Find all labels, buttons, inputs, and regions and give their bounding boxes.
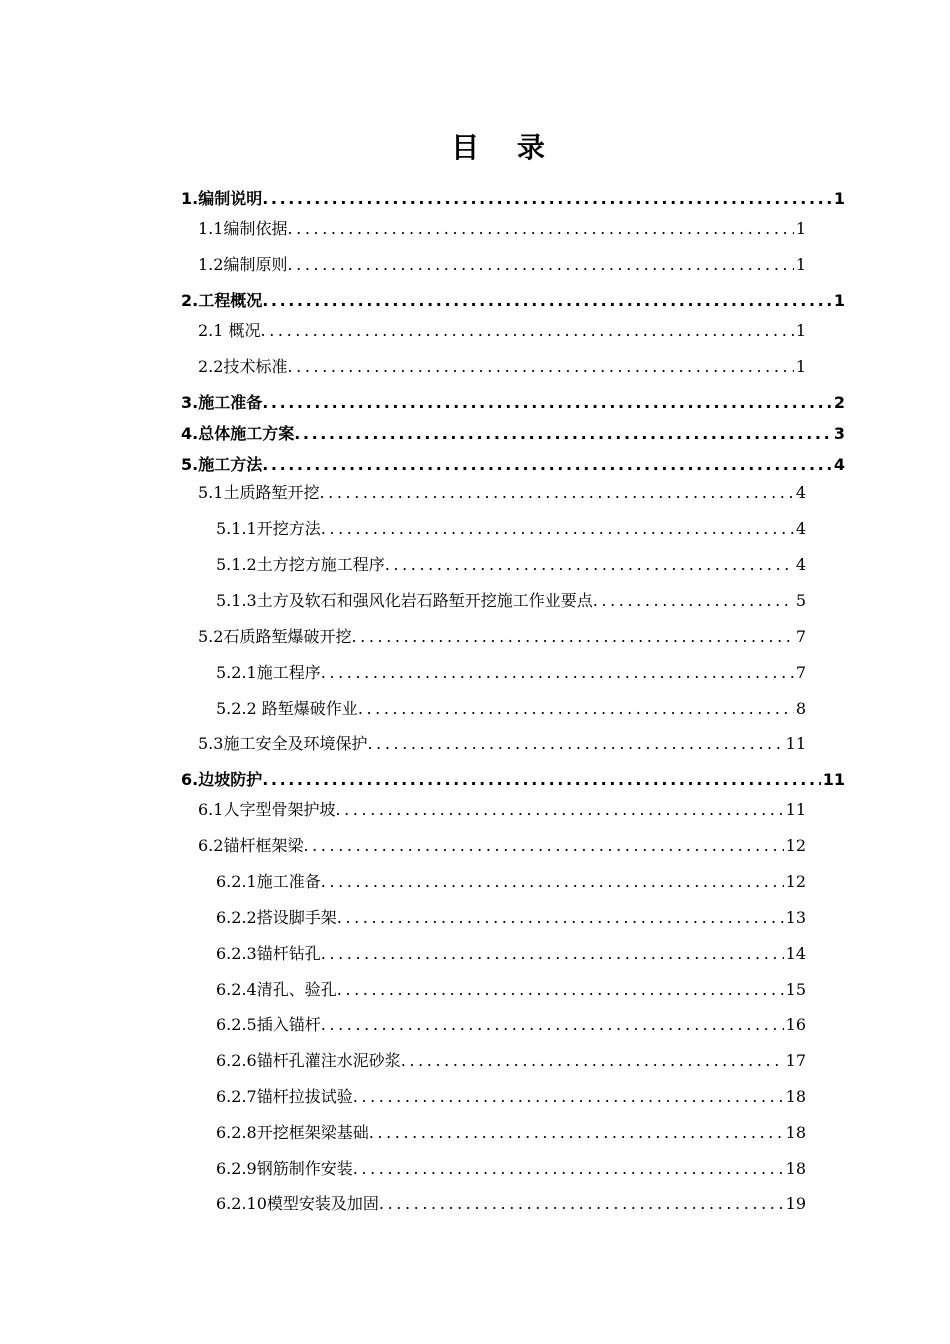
toc-leader-dots (262, 455, 832, 474)
toc-entry-label: 6.2锚杆框架梁 (198, 836, 304, 855)
toc-entry[interactable] (181, 452, 845, 474)
toc-entry[interactable] (198, 833, 806, 855)
toc-leader-dots (351, 627, 793, 646)
toc-entry[interactable] (216, 588, 806, 610)
toc-leader-dots (321, 872, 784, 891)
toc-entry-label: 6.2.7锚杆拉拔试验 (216, 1087, 353, 1106)
toc-entry-label: 6.2.10模型安装及加固 (216, 1194, 379, 1213)
toc-entry-page-number: 12 (785, 872, 806, 891)
toc-leader-dots (401, 1051, 784, 1070)
toc-entry-page-number: 2 (833, 393, 845, 412)
toc-entry-label: 5.3施工安全及环境保护 (198, 734, 368, 753)
toc-leader-dots (287, 255, 793, 274)
toc-leader-dots (593, 591, 794, 610)
toc-leader-dots (385, 555, 794, 574)
toc-entry[interactable] (198, 731, 806, 753)
toc-entry[interactable] (216, 696, 806, 718)
toc-entry-label: 6.边坡防护 (181, 770, 263, 789)
toc-entry-page-number: 8 (795, 699, 806, 718)
toc-entry-label: 5.1.1开挖方法 (216, 519, 321, 538)
toc-leader-dots (358, 699, 794, 718)
toc-leader-dots (353, 1087, 784, 1106)
toc-leader-dots (261, 321, 794, 340)
toc-entry-page-number: 5 (795, 591, 806, 610)
toc-entry-page-number: 11 (785, 734, 806, 753)
toc-leader-dots (262, 291, 832, 310)
toc-leader-dots (321, 519, 794, 538)
toc-leader-dots (335, 800, 783, 819)
toc-entry-label: 5.2石质路堑爆破开挖 (198, 627, 352, 646)
toc-entry-page-number: 1 (795, 219, 806, 238)
toc-entry[interactable] (198, 252, 806, 274)
toc-entry-page-number: 15 (785, 980, 806, 999)
toc-entry-page-number: 19 (785, 1194, 806, 1213)
toc-entry[interactable] (216, 1084, 806, 1106)
toc-entry-page-number: 1 (795, 255, 806, 274)
toc-entry[interactable] (181, 767, 845, 789)
toc-entry-page-number: 1 (833, 291, 845, 310)
toc-entry-page-number: 4 (795, 519, 806, 538)
toc-leader-dots (319, 483, 793, 502)
toc-entry-label: 1.编制说明 (181, 189, 263, 208)
toc-entry-page-number: 11 (785, 800, 806, 819)
toc-entry-label: 6.2.6锚杆孔灌注水泥砂浆 (216, 1051, 401, 1070)
toc-entry-label: 2.2技术标准 (198, 357, 288, 376)
toc-entry-page-number: 1 (833, 189, 845, 208)
toc-leader-dots (367, 734, 783, 753)
toc-leader-dots (321, 944, 784, 963)
toc-entry[interactable] (216, 552, 806, 574)
toc-leader-dots (337, 908, 784, 927)
toc-entry-label: 6.2.3锚杆钻孔 (216, 944, 321, 963)
toc-entry[interactable] (216, 869, 806, 891)
toc-leader-dots (321, 1015, 784, 1034)
toc-leader-dots (303, 836, 783, 855)
toc-entry-label: 6.2.4清孔、验孔 (216, 980, 337, 999)
toc-entry[interactable] (216, 516, 806, 538)
toc-leader-dots (287, 219, 793, 238)
toc-leader-dots (294, 424, 832, 443)
toc-leader-dots (337, 980, 784, 999)
toc-entry-page-number: 14 (785, 944, 806, 963)
toc-entry-page-number: 1 (795, 357, 806, 376)
toc-entry-page-number: 4 (833, 455, 845, 474)
toc-entry-page-number: 7 (795, 663, 806, 682)
toc-entry-label: 4.总体施工方案 (181, 424, 295, 443)
toc-entry-label: 1.1编制依据 (198, 219, 288, 238)
toc-entry-page-number: 18 (785, 1159, 806, 1178)
toc-entry[interactable] (198, 480, 806, 502)
toc-entry-page-number: 16 (785, 1015, 806, 1034)
toc-entry[interactable] (181, 421, 845, 443)
toc-entry-label: 6.1人字型骨架护坡 (198, 800, 336, 819)
toc-entry-page-number: 4 (795, 483, 806, 502)
toc-entry[interactable] (198, 354, 806, 376)
toc-entry[interactable] (198, 318, 806, 340)
toc-entry-label: 6.2.5插入锚杆 (216, 1015, 321, 1034)
toc-entry-label: 3.施工准备 (181, 393, 263, 412)
toc-entry[interactable] (198, 216, 806, 238)
toc-entry-label: 5.1.2土方挖方施工程序 (216, 555, 385, 574)
toc-entry[interactable] (181, 186, 845, 208)
toc-entry[interactable] (216, 1156, 806, 1178)
toc-entry[interactable] (181, 390, 845, 412)
toc-entry[interactable] (198, 624, 806, 646)
toc-entry-label: 2.工程概况 (181, 291, 263, 310)
toc-entry-page-number: 17 (785, 1051, 806, 1070)
toc-entry-page-number: 4 (795, 555, 806, 574)
toc-entry-label: 6.2.2搭设脚手架 (216, 908, 337, 927)
toc-entry-label: 1.2编制原则 (198, 255, 288, 274)
toc-entry-page-number: 13 (785, 908, 806, 927)
toc-leader-dots (369, 1123, 784, 1142)
toc-entry-page-number: 3 (833, 424, 845, 443)
toc-entry[interactable] (216, 941, 806, 963)
toc-entry-label: 5.1.3土方及软石和强风化岩石路堑开挖施工作业要点 (216, 591, 593, 610)
toc-entry-page-number: 11 (822, 770, 845, 789)
toc-entry[interactable] (198, 797, 806, 819)
toc-entry-label: 5.2.1施工程序 (216, 663, 321, 682)
toc-entry-page-number: 18 (785, 1087, 806, 1106)
toc-leader-dots (262, 770, 821, 789)
toc-leader-dots (262, 393, 832, 412)
toc-entry[interactable] (216, 905, 806, 927)
toc-entry[interactable] (216, 977, 806, 999)
toc-leader-dots (379, 1194, 784, 1213)
toc-entry[interactable] (216, 660, 806, 682)
toc-entry-label: 6.2.1施工准备 (216, 872, 321, 891)
toc-leader-dots (321, 663, 794, 682)
toc-entry[interactable] (216, 1048, 806, 1070)
toc-entry-label: 5.施工方法 (181, 455, 263, 474)
toc-leader-dots (353, 1159, 784, 1178)
toc-entry-page-number: 12 (785, 836, 806, 855)
toc-entry-label: 5.2.2 路堑爆破作业 (216, 699, 358, 718)
page-title: 目 录 (451, 131, 559, 164)
toc-entry[interactable] (216, 1120, 806, 1142)
toc-entry-page-number: 7 (795, 627, 806, 646)
toc-entry-page-number: 1 (795, 321, 806, 340)
toc-leader-dots (262, 189, 832, 208)
toc-entry-label: 6.2.9钢筋制作安装 (216, 1159, 353, 1178)
toc-leader-dots (287, 357, 793, 376)
toc-entry-label: 2.1 概况 (198, 321, 261, 340)
toc-entry[interactable] (181, 288, 845, 310)
toc-entry[interactable] (216, 1012, 806, 1034)
toc-entry[interactable] (216, 1191, 806, 1213)
toc-entry-page-number: 18 (785, 1123, 806, 1142)
toc-entry-label: 5.1土质路堑开挖 (198, 483, 320, 502)
toc-entry-label: 6.2.8开挖框架梁基础 (216, 1123, 369, 1142)
